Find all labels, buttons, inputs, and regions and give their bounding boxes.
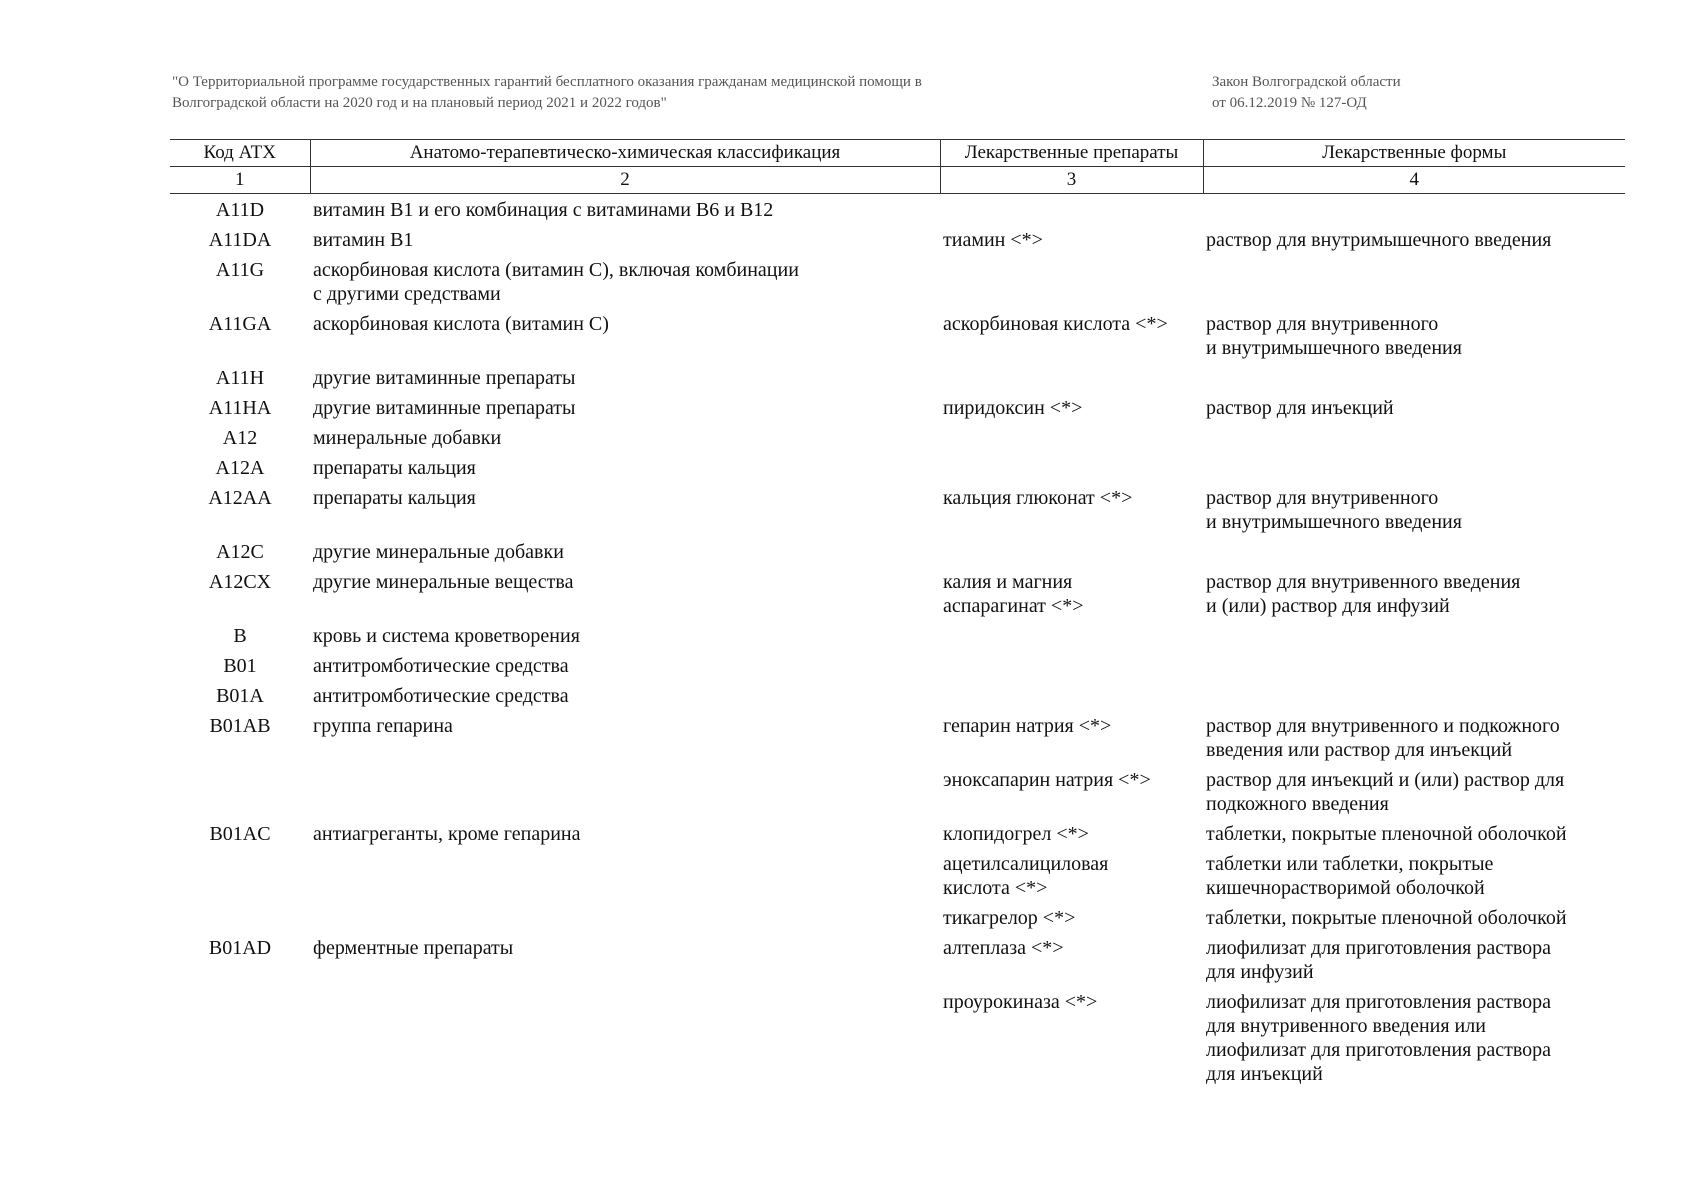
classification-cell — [310, 362, 940, 392]
dosage-form-cell-line: раствор для инъекций и (или) раствор для — [1206, 769, 1565, 791]
dosage-form-cell — [1203, 680, 1625, 710]
classification-cell-line: антиагреганты, кроме гепарина — [313, 823, 581, 845]
classification-cell-line: антитромботические средства — [313, 655, 569, 677]
drug-cell-line: гепарин натрия <*> — [943, 715, 1112, 737]
dosage-form-cell — [1203, 620, 1625, 650]
drug-cell-line: пиридоксин <*> — [943, 397, 1083, 419]
drug-cell — [940, 818, 1203, 848]
atx-code-cell: A11GA — [208, 313, 272, 335]
dosage-form-cell-line: лиофилизат для приготовления раствора — [1206, 991, 1552, 1013]
classification-cell-line: группа гепарина — [313, 715, 453, 737]
atx-code-cell: A11D — [215, 199, 265, 221]
document-title-line: "О Территориальной программе государственных гарантий бесплатного оказания гражданам медицинской помощи в — [172, 74, 922, 90]
classification-cell-line: витамин B1 — [313, 229, 414, 251]
classification-cell-line: кровь и система кроветворения — [313, 625, 580, 647]
classification-cell-line: препараты кальция — [313, 457, 476, 479]
drug-cell-line: тиамин <*> — [943, 229, 1043, 251]
drug-cell — [940, 680, 1203, 710]
dosage-form-cell-line: таблетки, покрытые пленочной оболочкой — [1206, 823, 1567, 845]
column-header-drugs: Лекарственные препараты — [940, 140, 1203, 167]
dosage-form-cell — [1203, 254, 1625, 308]
classification-cell — [310, 680, 940, 710]
drug-cell-line: ацетилсалициловая — [943, 853, 1109, 875]
dosage-form-cell-line: для внутривенного введения или — [1206, 1015, 1486, 1037]
atx-code-cell: A11HA — [208, 397, 272, 419]
table-row — [170, 902, 1625, 932]
column-header-forms: Лекарственные формы — [1203, 140, 1625, 167]
dosage-form-cell-line: лиофилизат для приготовления раствора — [1206, 937, 1552, 959]
dosage-form-cell — [1203, 392, 1625, 422]
atx-code-cell: B01AD — [208, 937, 272, 959]
drug-cell — [940, 452, 1203, 482]
classification-cell — [310, 254, 940, 308]
table-row — [170, 362, 1625, 392]
classification-cell — [310, 482, 940, 536]
dosage-form-cell-line: таблетки или таблетки, покрытые — [1206, 853, 1494, 875]
atx-code-cell: A11DA — [208, 229, 272, 251]
drug-cell — [940, 986, 1203, 1088]
atx-code-cell: A11H — [215, 367, 265, 389]
table-row — [170, 650, 1625, 680]
column-number: 1 — [170, 167, 310, 194]
drug-cell-line: кальция глюконат <*> — [943, 487, 1133, 509]
classification-cell-line: другие минеральные вещества — [313, 571, 574, 593]
atx-code-cell: A12A — [215, 457, 265, 479]
classification-cell-line: минеральные добавки — [313, 427, 502, 449]
classification-cell-line: другие минеральные добавки — [313, 541, 564, 563]
dosage-form-cell-line: для инфузий — [1206, 961, 1314, 983]
dosage-form-cell — [1203, 650, 1625, 680]
drug-cell-line: проурокиназа <*> — [943, 991, 1098, 1013]
classification-cell — [310, 194, 940, 225]
drug-cell — [940, 254, 1203, 308]
drug-cell — [940, 482, 1203, 536]
dosage-form-cell-line: кишечнорастворимой оболочкой — [1206, 877, 1485, 899]
column-number: 2 — [310, 167, 940, 194]
drug-cell-line: алтеплаза <*> — [943, 937, 1064, 959]
drug-cell-line: кислота <*> — [943, 877, 1048, 899]
dosage-form-cell — [1203, 482, 1625, 536]
table-row — [170, 452, 1625, 482]
column-number: 3 — [940, 167, 1203, 194]
dosage-form-cell-line: раствор для внутривенного — [1206, 313, 1439, 335]
dosage-form-cell — [1203, 452, 1625, 482]
document-title-line: Волгоградской области на 2020 год и на плановый период 2021 и 2022 годов" — [172, 95, 667, 111]
atx-table — [170, 139, 1625, 1088]
drug-cell — [940, 848, 1203, 902]
drug-cell — [940, 566, 1203, 620]
column-number: 4 — [1203, 167, 1625, 194]
drug-cell-line: аскорбиновая кислота <*> — [943, 313, 1168, 335]
classification-cell — [310, 620, 940, 650]
column-header-code: Код АТХ — [170, 140, 310, 167]
drug-cell-line: клопидогрел <*> — [943, 823, 1089, 845]
classification-cell — [310, 902, 940, 932]
dosage-form-cell — [1203, 362, 1625, 392]
atx-code-cell — [170, 848, 310, 902]
table-row — [170, 566, 1625, 620]
classification-cell — [310, 452, 940, 482]
table-row — [170, 536, 1625, 566]
atx-code-cell: B01AB — [209, 715, 271, 737]
dosage-form-cell-line: раствор для внутривенного — [1206, 487, 1439, 509]
table-row — [170, 422, 1625, 452]
drug-cell — [940, 902, 1203, 932]
document-header — [172, 72, 1632, 116]
drug-cell — [940, 224, 1203, 254]
law-reference-line: от 06.12.2019 № 127-ОД — [1212, 95, 1367, 111]
atx-code-cell — [170, 986, 310, 1088]
table-row — [170, 620, 1625, 650]
dosage-form-cell-line: и (или) раствор для инфузий — [1206, 595, 1450, 617]
drug-cell-line: тикагрелор <*> — [943, 907, 1076, 929]
classification-cell — [310, 566, 940, 620]
table-row — [170, 848, 1625, 902]
drug-cell — [940, 650, 1203, 680]
drug-cell — [940, 620, 1203, 650]
dosage-form-cell-line: и внутримышечного введения — [1206, 511, 1462, 533]
document-title — [172, 72, 1072, 114]
table-row — [170, 254, 1625, 308]
atx-code-cell: B01A — [216, 685, 264, 707]
atx-code-cell — [170, 902, 310, 932]
classification-cell — [310, 710, 940, 764]
classification-cell — [310, 986, 940, 1088]
table-row — [170, 392, 1625, 422]
dosage-form-cell — [1203, 818, 1625, 848]
table-number-row — [170, 167, 1625, 194]
drug-cell — [940, 308, 1203, 362]
classification-cell-line: с другими средствами — [313, 283, 501, 305]
table-row — [170, 194, 1625, 225]
classification-cell-line: антитромботические средства — [313, 685, 569, 707]
atx-code-cell — [170, 764, 310, 818]
dosage-form-cell — [1203, 566, 1625, 620]
classification-cell — [310, 818, 940, 848]
drug-cell-line: калия и магния — [943, 571, 1073, 593]
drug-cell — [940, 932, 1203, 986]
classification-cell — [310, 224, 940, 254]
classification-cell — [310, 764, 940, 818]
atx-code-cell: A12 — [222, 427, 258, 449]
dosage-form-cell — [1203, 710, 1625, 764]
law-reference — [1212, 72, 1512, 114]
classification-cell-line: другие витаминные препараты — [313, 367, 576, 389]
dosage-form-cell — [1203, 902, 1625, 932]
table-header-row — [170, 140, 1625, 167]
dosage-form-cell-line: для инъекций — [1206, 1063, 1323, 1085]
table-body — [170, 194, 1625, 1089]
table-row — [170, 680, 1625, 710]
table-row — [170, 986, 1625, 1088]
dosage-form-cell — [1203, 764, 1625, 818]
dosage-form-cell-line: раствор для внутривенного введения — [1206, 571, 1521, 593]
classification-cell-line: препараты кальция — [313, 487, 476, 509]
table-row — [170, 482, 1625, 536]
table-row — [170, 710, 1625, 764]
dosage-form-cell-line: подкожного введения — [1206, 793, 1389, 815]
table-row — [170, 308, 1625, 362]
table-row — [170, 764, 1625, 818]
drug-cell — [940, 764, 1203, 818]
law-reference-line: Закон Волгоградской области — [1212, 74, 1401, 90]
column-header-classification: Анатомо-терапевтическо-химическая классификация — [310, 140, 940, 167]
dosage-form-cell-line: раствор для инъекций — [1206, 397, 1394, 419]
classification-cell-line: другие витаминные препараты — [313, 397, 576, 419]
classification-cell-line: аскорбиновая кислота (витамин C), включая комбинации — [313, 259, 799, 281]
dosage-form-cell — [1203, 224, 1625, 254]
drug-cell — [940, 710, 1203, 764]
drug-cell — [940, 422, 1203, 452]
classification-cell — [310, 392, 940, 422]
dosage-form-cell — [1203, 308, 1625, 362]
classification-cell — [310, 422, 940, 452]
drug-cell — [940, 536, 1203, 566]
dosage-form-cell-line: раствор для внутримышечного введения — [1206, 229, 1552, 251]
classification-cell-line: ферментные препараты — [313, 937, 514, 959]
dosage-form-cell — [1203, 194, 1625, 225]
dosage-form-cell-line: раствор для внутривенного и подкожного — [1206, 715, 1560, 737]
classification-cell-line: витамин B1 и его комбинация с витаминами B6 и B12 — [313, 199, 774, 221]
drug-cell — [940, 362, 1203, 392]
drug-cell — [940, 392, 1203, 422]
atx-code-cell: B01AC — [209, 823, 271, 845]
atx-code-cell: B01 — [223, 655, 257, 677]
dosage-form-cell-line: таблетки, покрытые пленочной оболочкой — [1206, 907, 1567, 929]
table-row — [170, 932, 1625, 986]
atx-code-cell: A12C — [216, 541, 264, 563]
classification-cell — [310, 932, 940, 986]
table-row — [170, 224, 1625, 254]
dosage-form-cell — [1203, 848, 1625, 902]
dosage-form-cell — [1203, 536, 1625, 566]
atx-code-cell: A12CX — [208, 571, 272, 593]
dosage-form-cell-line: лиофилизат для приготовления раствора — [1206, 1039, 1552, 1061]
classification-cell — [310, 536, 940, 566]
drug-cell-line: аспарагинат <*> — [943, 595, 1084, 617]
atx-code-cell: B — [233, 625, 247, 647]
drug-cell — [940, 194, 1203, 225]
dosage-form-cell-line: введения или раствор для инъекций — [1206, 739, 1513, 761]
dosage-form-cell — [1203, 932, 1625, 986]
table-row — [170, 818, 1625, 848]
atx-code-cell: A11G — [215, 259, 265, 281]
classification-cell — [310, 848, 940, 902]
atx-code-cell: A12AA — [208, 487, 272, 509]
dosage-form-cell — [1203, 422, 1625, 452]
dosage-form-cell-line: и внутримышечного введения — [1206, 337, 1462, 359]
classification-cell-line: аскорбиновая кислота (витамин C) — [313, 313, 609, 335]
classification-cell — [310, 650, 940, 680]
drug-cell-line: эноксапарин натрия <*> — [943, 769, 1151, 791]
dosage-form-cell — [1203, 986, 1625, 1088]
classification-cell — [310, 308, 940, 362]
